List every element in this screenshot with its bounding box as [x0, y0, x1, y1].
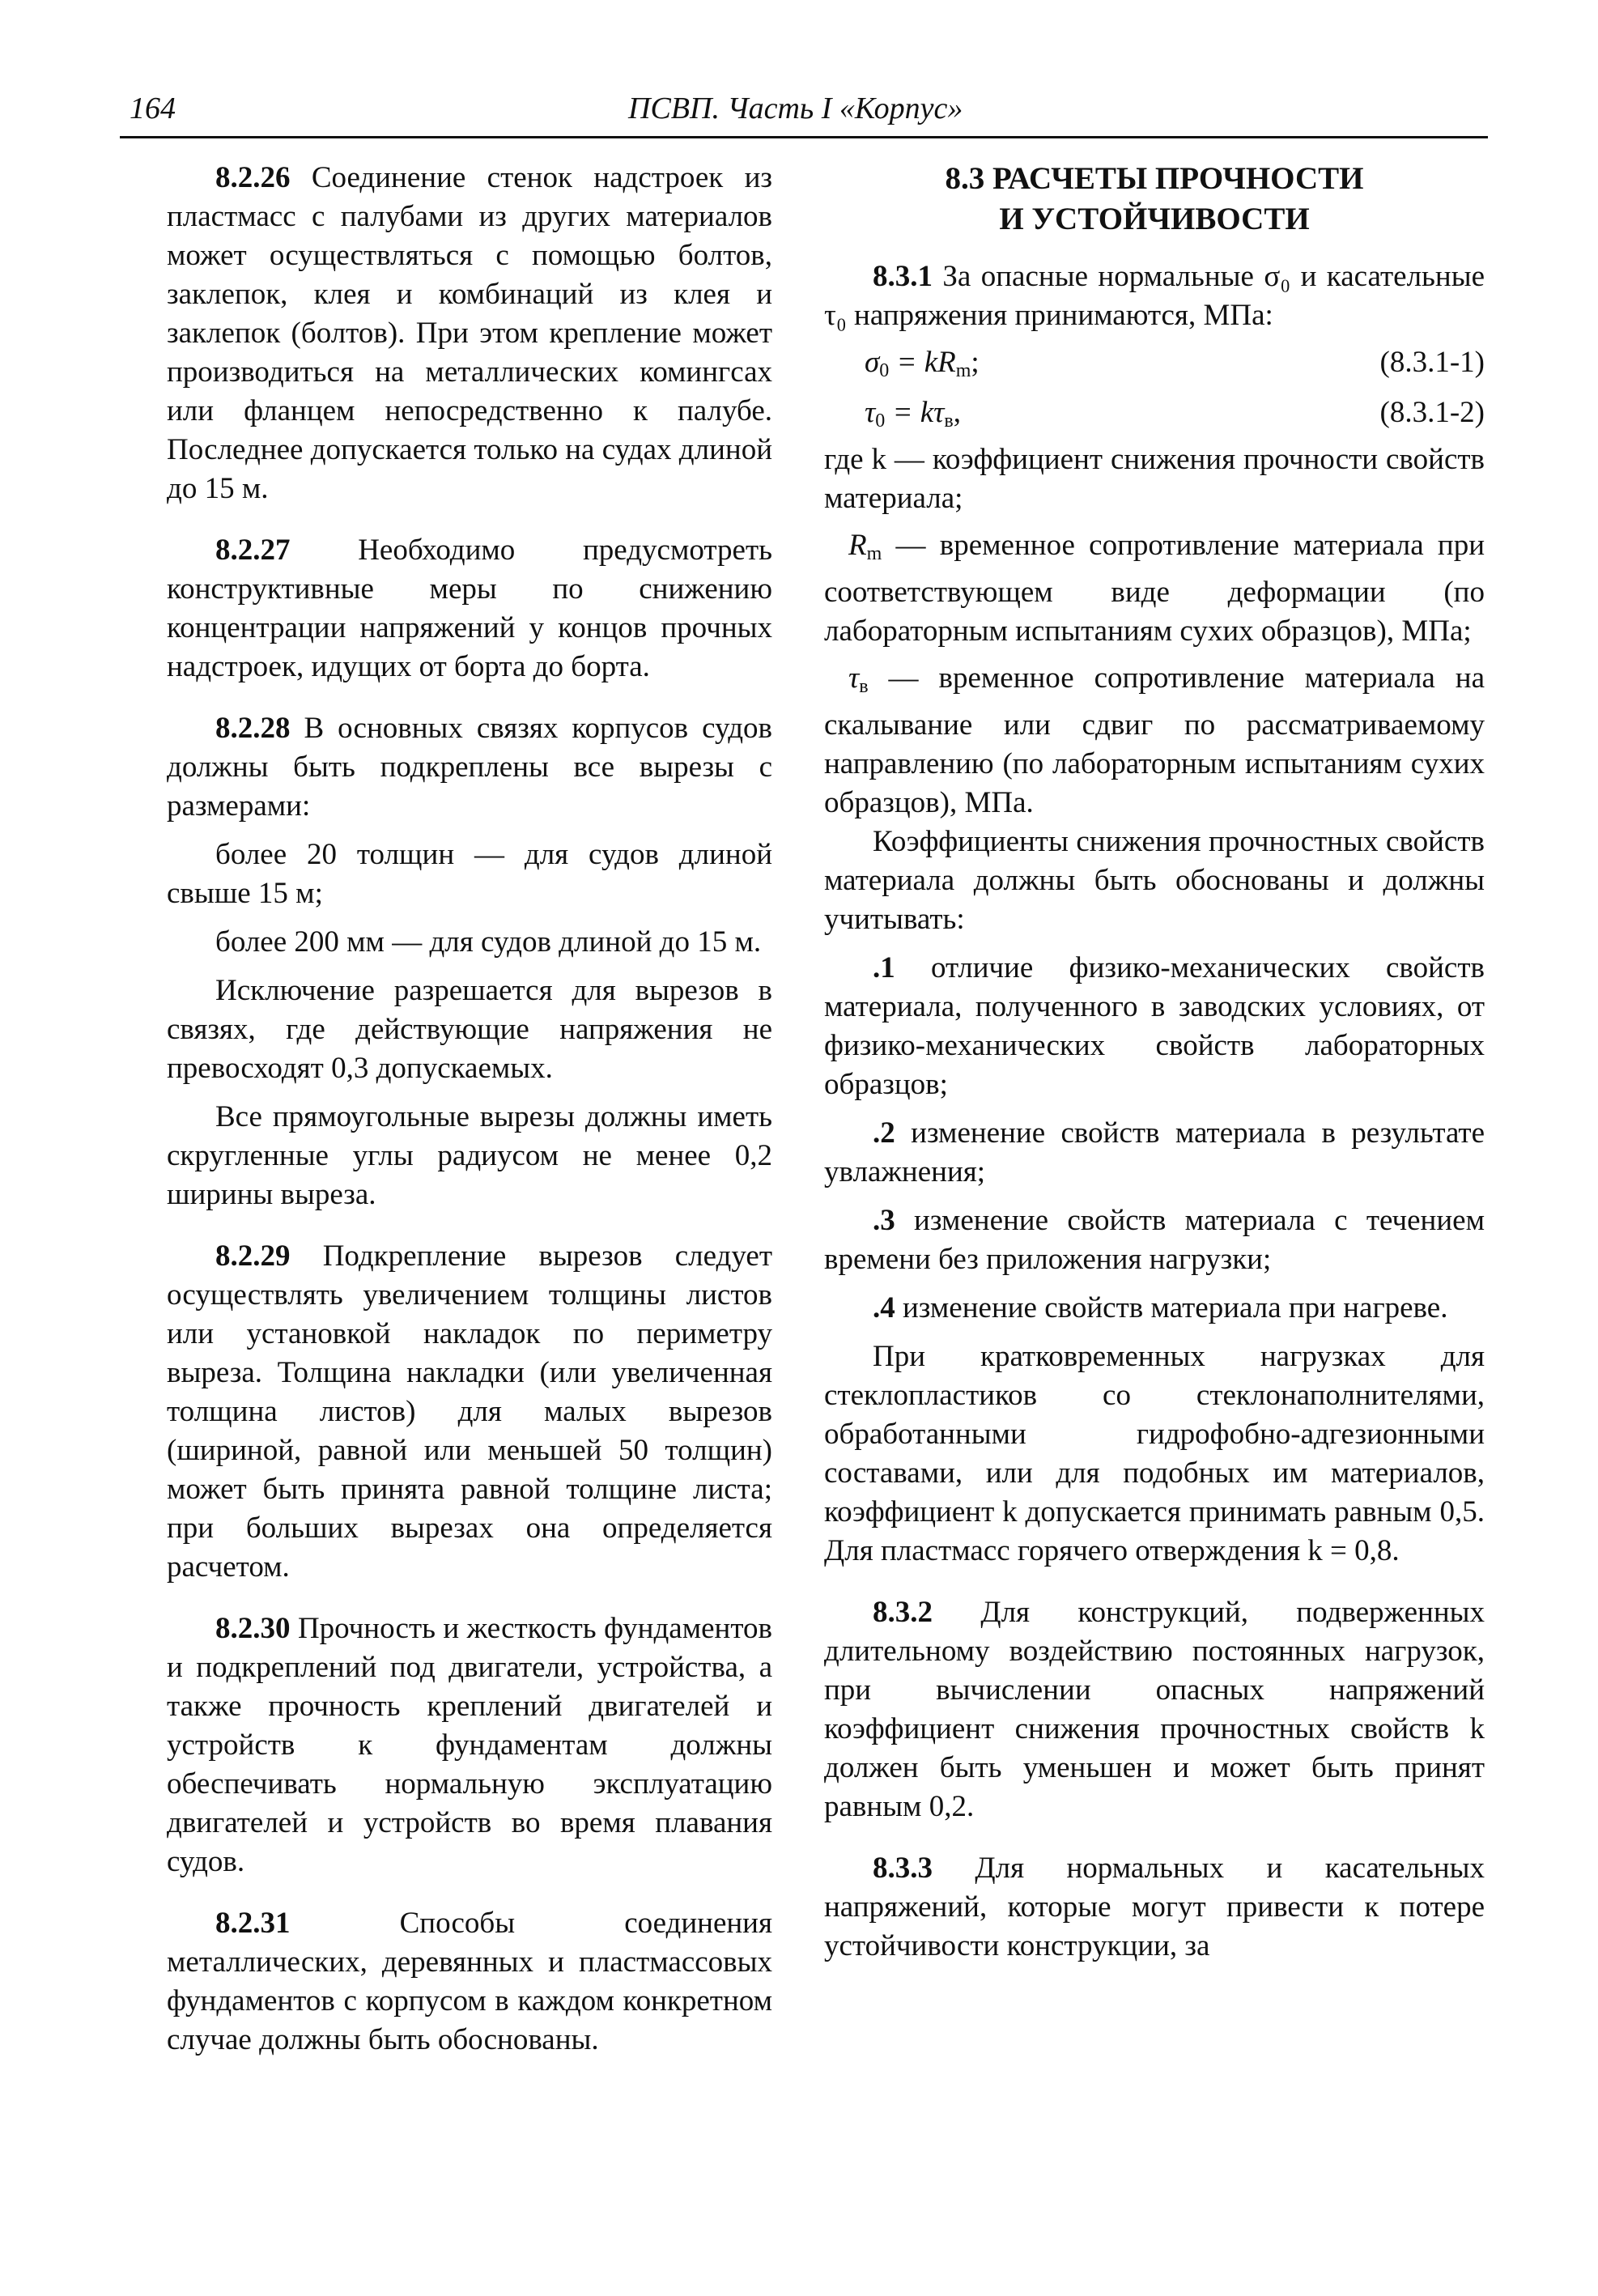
- legend-text: — временное сопротивление материала при соответствующем виде деформации (по лабораторным испытаниям сухих образцов), МПа;: [824, 529, 1485, 648]
- formula-8-3-1-2: [824, 390, 1485, 436]
- formula-ref: (8.3.1-1): [1379, 346, 1485, 379]
- clause-text: Для нормальных и касательных напряжений, которые могут привести к потере устойчивости конструкции, за: [824, 1852, 1485, 1962]
- formula-8-3-1-1: [824, 340, 1485, 385]
- clause-text: Необходимо предусмотреть конструктивные меры по снижению концентрации напряжений у концов прочных надстроек, идущих от борта до борта.: [167, 534, 772, 683]
- item-number: .4: [873, 1291, 895, 1324]
- paragraph-8-2-28-b: более 200 мм — для судов длиной до 15 м.: [215, 925, 762, 959]
- paragraph-8-2-28-a: более 20 толщин — для судов длиной свыше 15 м;: [167, 838, 772, 910]
- legend-tv: [824, 659, 1485, 823]
- clause-number: 8.2.27: [215, 534, 291, 567]
- legend-text: — временное сопротивление материала на скалывание или сдвиг по рассматриваемому направлению (по лабораторным испытаниям сухих образцов), МПа.: [824, 661, 1485, 819]
- section-title-line-1: 8.3 РАСЧЕТЫ ПРОЧНОСТИ: [945, 161, 1364, 196]
- item-number: .3: [873, 1204, 895, 1237]
- item-text: изменение свойств материала в результате увлажнения;: [824, 1116, 1485, 1188]
- clause-text: Соединение стенок надстроек из пластмасс с палубами из других материалов может осуществляться с помощью болтов, заклепок, клея и комбинаций из клея и заклепок (болтов). При этом крепление может производиться на металлических комингсах или фланцем непосредственно к палубе. Последнее допускается только на судах длиной до 15 м.: [167, 161, 772, 505]
- list-item-2: [824, 1114, 1485, 1192]
- clause-number: 8.2.26: [215, 161, 291, 194]
- clause-number: 8.3.1: [873, 260, 933, 293]
- legend-subscript: m: [866, 543, 882, 564]
- right-column: [824, 159, 1485, 1966]
- item-number: .2: [873, 1116, 895, 1150]
- formula-symbol: σ: [865, 346, 880, 379]
- paragraph-8-3-2: [824, 1593, 1485, 1826]
- legend-rm: [824, 526, 1485, 651]
- legend-k: где k — коэффициент снижения прочности свойств материала;: [824, 443, 1485, 515]
- paragraph-8-2-31: [167, 1904, 772, 2060]
- paragraph-coef-intro: Коэффициенты снижения прочностных свойств материала должны быть обоснованы и должны учитывать:: [824, 825, 1485, 936]
- section-title: [824, 159, 1485, 240]
- clause-text: За опасные нормальные σ₀ и касательные τ₀ напряжения принимаются, МПа:: [824, 260, 1485, 332]
- section-title-line-2: И УСТОЙЧИВОСТИ: [999, 202, 1310, 236]
- paragraph-8-2-28-c: Исключение разрешается для вырезов в связях, где действующие напряжения не превосходят 0,3 допускаемых.: [167, 974, 772, 1085]
- item-text: изменение свойств материала при нагреве.: [895, 1291, 1448, 1324]
- legend-subscript: в: [859, 676, 869, 697]
- formula-subscript: 0: [875, 410, 886, 432]
- formula-rhs: = kR: [889, 346, 956, 379]
- formula-ref: (8.3.1-2): [1379, 396, 1485, 429]
- clause-number: 8.3.3: [873, 1852, 933, 1885]
- left-column: [167, 159, 772, 2060]
- list-item-4: [824, 1289, 1485, 1328]
- formula-punct: ;: [971, 346, 980, 379]
- formula-subscript: m: [955, 360, 971, 381]
- paragraph-8-2-28-d: Все прямоугольные вырезы должны иметь скругленные углы радиусом не менее 0,2 ширины выреза.: [167, 1100, 772, 1211]
- page-number: 164: [130, 91, 176, 125]
- list-item-1: [824, 949, 1485, 1104]
- clause-text: В основных связях корпусов судов должны быть подкреплены все вырезы с размерами:: [167, 712, 772, 823]
- clause-number: 8.2.31: [215, 1907, 291, 1940]
- page-header: [120, 91, 1488, 142]
- formula-expression: [865, 343, 980, 390]
- paragraph-8-2-27: [167, 531, 772, 687]
- formula-punct: ,: [953, 396, 961, 429]
- legend-symbol: τ: [848, 661, 860, 695]
- paragraph-8-3-1: [824, 257, 1485, 335]
- formula-expression: [865, 393, 961, 440]
- item-text: отличие физико-механических свойств материала, полученного в заводских условиях, от физико-механических свойств лабораторных образцов;: [824, 951, 1485, 1101]
- legend-symbol: R: [848, 529, 867, 562]
- formula-rhs: = kτ: [885, 396, 945, 429]
- clause-number: 8.2.28: [215, 712, 291, 745]
- item-text: изменение свойств материала с течением времени без приложения нагрузки;: [824, 1204, 1485, 1276]
- clause-text: Прочность и жесткость фундаментов и подкреплений под двигатели, устройства, а также прочность креплений двигателей и устройств к фундаментам должны обеспечивать нормальную эксплуатацию двигателей и устройств во время плавания судов.: [167, 1612, 772, 1878]
- clause-text: Способы соединения металлических, деревянных и пластмассовых фундаментов с корпусом в каждом конкретном случае должны быть обоснованы.: [167, 1907, 772, 2056]
- clause-text: Подкрепление вырезов следует осуществлять увеличением толщины листов или установкой накладок по периметру выреза. Толщина накладки (или увеличенная толщина листов) для малых вырезов (шириной, равной или меньшей 50 толщин) может быть принята равной толщине листа; при больших вырезах она определяется расчетом.: [167, 1239, 772, 1584]
- paragraph-8-2-30: [167, 1609, 772, 1881]
- paragraph-8-3-3: [824, 1849, 1485, 1966]
- running-title: ПСВП. Часть I «Корпус»: [628, 91, 963, 125]
- paragraph-8-2-26: [167, 159, 772, 508]
- formula-subscript: 0: [879, 360, 890, 381]
- item-number: .1: [873, 951, 895, 984]
- paragraph-short-loads: При кратковременных нагрузках для стеклопластиков со стеклонаполнителями, обработанными гидрофобно-адгезионными составами, или для подобных им материалов, коэффициент k допускается принимать равным 0,5. Для пластмасс горячего отверждения k = 0,8.: [824, 1340, 1485, 1567]
- clause-number: 8.2.30: [215, 1612, 291, 1645]
- paragraph-8-2-29: [167, 1237, 772, 1587]
- clause-text: Для конструкций, подверженных длительному воздействию постоянных нагрузок, при вычислении опасных напряжений коэффициент снижения прочностных свойств k должен быть уменьшен и может быть принят равным 0,2.: [824, 1596, 1485, 1823]
- paragraph-8-2-28: [167, 709, 772, 826]
- list-item-3: [824, 1201, 1485, 1279]
- clause-number: 8.3.2: [873, 1596, 933, 1629]
- clause-number: 8.2.29: [215, 1239, 291, 1273]
- formula-symbol: τ: [865, 396, 876, 429]
- header-rule: [120, 136, 1488, 138]
- formula-subscript: в: [944, 410, 954, 432]
